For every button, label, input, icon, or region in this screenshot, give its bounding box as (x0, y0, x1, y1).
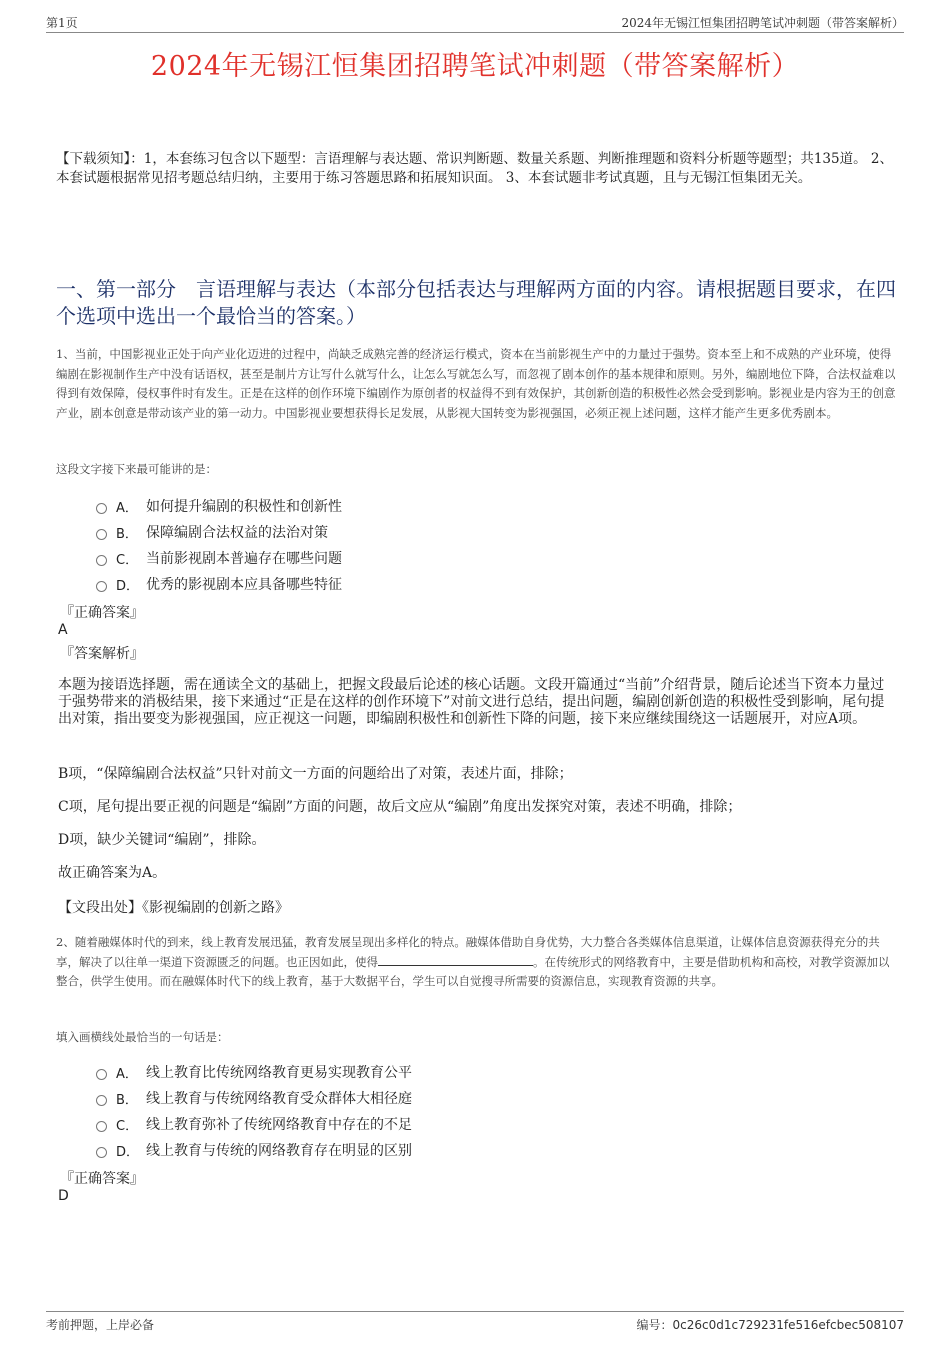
q1-source: 【文段出处】《影视编剧的创新之路》 (58, 900, 289, 916)
q1-option-a[interactable]: A． 如何提升编剧的积极性和创新性 (96, 493, 596, 519)
q1-option-d[interactable]: D． 优秀的影视剧本应具备哪些特征 (96, 571, 596, 597)
option-text: 线上教育与传统网络教育受众群体大相径庭 (146, 1091, 412, 1107)
q1-analysis-paragraph: B项，“保障编剧合法权益”只针对前文一方面的问题给出了对策，表述片面，排除； (58, 766, 573, 782)
q1-analysis-paragraph: C项，尾句提出要正视的问题是“编剧”方面的问题，故后文应从“编剧”角度出发探究对策，表述不明确，排除； (58, 799, 742, 815)
footer-slogan: 考前押题，上岸必备 (46, 1318, 155, 1332)
radio-icon[interactable] (96, 1147, 107, 1158)
q1-analysis-paragraph: 本题为接语选择题，需在通读全文的基础上，把握文段最后论述的核心话题。文段开篇通过“当前”介绍背景，随后论述当下资本力量过于强势带来的消极结果，接下来通过“正是在这样的创作环境下”对前文进行总结，提出问题，编剧创新创造的积极性受到影响，尾句提出对策，指出要变为影视强国，应正视这一问题，即编剧积极性和创新性下降的问题，接下来应继续围绕这一话题展开，对应A项。 (58, 677, 885, 727)
question-2-text: 2、随着融媒体时代的到来，线上教育发展迅猛，教育发展呈现出多样化的特点。融媒体借助自身优势，大力整合各类媒体信息渠道，让媒体信息资源获得充分的共享，解决了以往单一渠道下资源匮乏的问题。也正因如此，使得 。在传统形式的网络教育中，主要是借助机构和高校，对教学资源加以整合，供学生使用。而在融媒体时代下的线上教育，基于大数据平台，学生可以自觉搜寻所需要的资源信息，实现教育资源的共享。 (56, 935, 890, 988)
page-number: 第1页 (46, 16, 78, 30)
option-text: 如何提升编剧的积极性和创新性 (146, 499, 342, 515)
footer-code: 编号：0c26c0d1c729231fe516efcbec508107 (636, 1318, 904, 1332)
option-text: 当前影视剧本普遍存在哪些问题 (146, 551, 342, 567)
q1-analysis-paragraph: 故正确答案为A。 (58, 865, 167, 881)
option-text: 保障编剧合法权益的法治对策 (146, 525, 328, 541)
option-text: 线上教育比传统网络教育更易实现教育公平 (146, 1065, 412, 1081)
q1-analysis-paragraph: D项，缺少关键词“编剧”，排除。 (58, 832, 266, 848)
radio-icon[interactable] (96, 1069, 107, 1080)
option-text: 线上教育弥补了传统网络教育中存在的不足 (146, 1117, 412, 1133)
document-title: 2024年无锡江恒集团招聘笔试冲刺题（带答案解析） (150, 51, 800, 82)
radio-icon[interactable] (96, 581, 107, 592)
q2-option-b[interactable]: B． 线上教育与传统网络教育受众群体大相径庭 (96, 1085, 596, 1111)
question-1-prompt: 这段文字接下来最可能讲的是： (56, 462, 217, 476)
radio-icon[interactable] (96, 503, 107, 514)
option-text: 线上教育与传统的网络教育存在明显的区别 (146, 1143, 412, 1159)
page-header (46, 12, 904, 33)
download-notice: 【下载须知】：1，本套练习包含以下题型：言语理解与表达题、常识判断题、数量关系题、判断推理题和资料分析题等题型；共135道。 2、本套试题根据常见招考题总结归纳，主要用于练习答题思路和拓展知识面。 3、本套试题非考试真题，且与无锡江恒集团无关。 (56, 151, 893, 186)
question-2-options (96, 1059, 596, 1163)
question-2-prompt: 填入画横线处最恰当的一句话是： (56, 1030, 229, 1044)
radio-icon[interactable] (96, 555, 107, 566)
fill-in-blank (378, 955, 533, 966)
question-1-options (96, 493, 596, 597)
radio-icon[interactable] (96, 1095, 107, 1106)
q2-option-a[interactable]: A． 线上教育比传统网络教育更易实现教育公平 (96, 1059, 596, 1085)
page-footer (46, 1311, 904, 1334)
section-heading: 一、第一部分 言语理解与表达（本部分包括表达与理解两方面的内容。请根据题目要求，在四个选项中选出一个最恰当的答案。） (56, 277, 896, 328)
q1-analysis-label: 『答案解析』 (60, 646, 144, 662)
radio-icon[interactable] (96, 529, 107, 540)
q2-answer-label: 『正确答案』 (60, 1171, 144, 1187)
q2-answer: D (58, 1188, 69, 1204)
q1-answer: A (58, 622, 68, 638)
option-text: 优秀的影视剧本应具备哪些特征 (146, 577, 342, 593)
q1-option-c[interactable]: C． 当前影视剧本普遍存在哪些问题 (96, 545, 596, 571)
radio-icon[interactable] (96, 1121, 107, 1132)
q2-option-d[interactable]: D． 线上教育与传统的网络教育存在明显的区别 (96, 1137, 596, 1163)
q1-answer-label: 『正确答案』 (60, 605, 144, 621)
q1-option-b[interactable]: B． 保障编剧合法权益的法治对策 (96, 519, 596, 545)
header-doc-title: 2024年无锡江恒集团招聘笔试冲刺题（带答案解析） (621, 16, 904, 30)
q2-option-c[interactable]: C． 线上教育弥补了传统网络教育中存在的不足 (96, 1111, 596, 1137)
question-1-text: 1、当前，中国影视业正处于向产业化迈进的过程中，尚缺乏成熟完善的经济运行模式，资本在当前影视生产中的力量过于强势。资本至上和不成熟的产业环境，使得编剧在影视制作生产中没有话语权，甚至是制片方让写什么就写什么，让怎么写就怎么写，而忽视了剧本创作的基本规律和原则。另外，编剧地位下降，合法权益难以得到有效保障，侵权事件时有发生。正是在这样的创作环境下编剧作为原创者的权益得不到有效保护，其创新创造的积极性必然会受到影响。影视业是内容为王的创意产业，剧本创意是带动该产业的第一动力。中国影视业要想获得长足发展，从影视大国转变为影视强国，必须正视上述问题，这样才能产生更多优秀剧本。 (56, 347, 896, 420)
